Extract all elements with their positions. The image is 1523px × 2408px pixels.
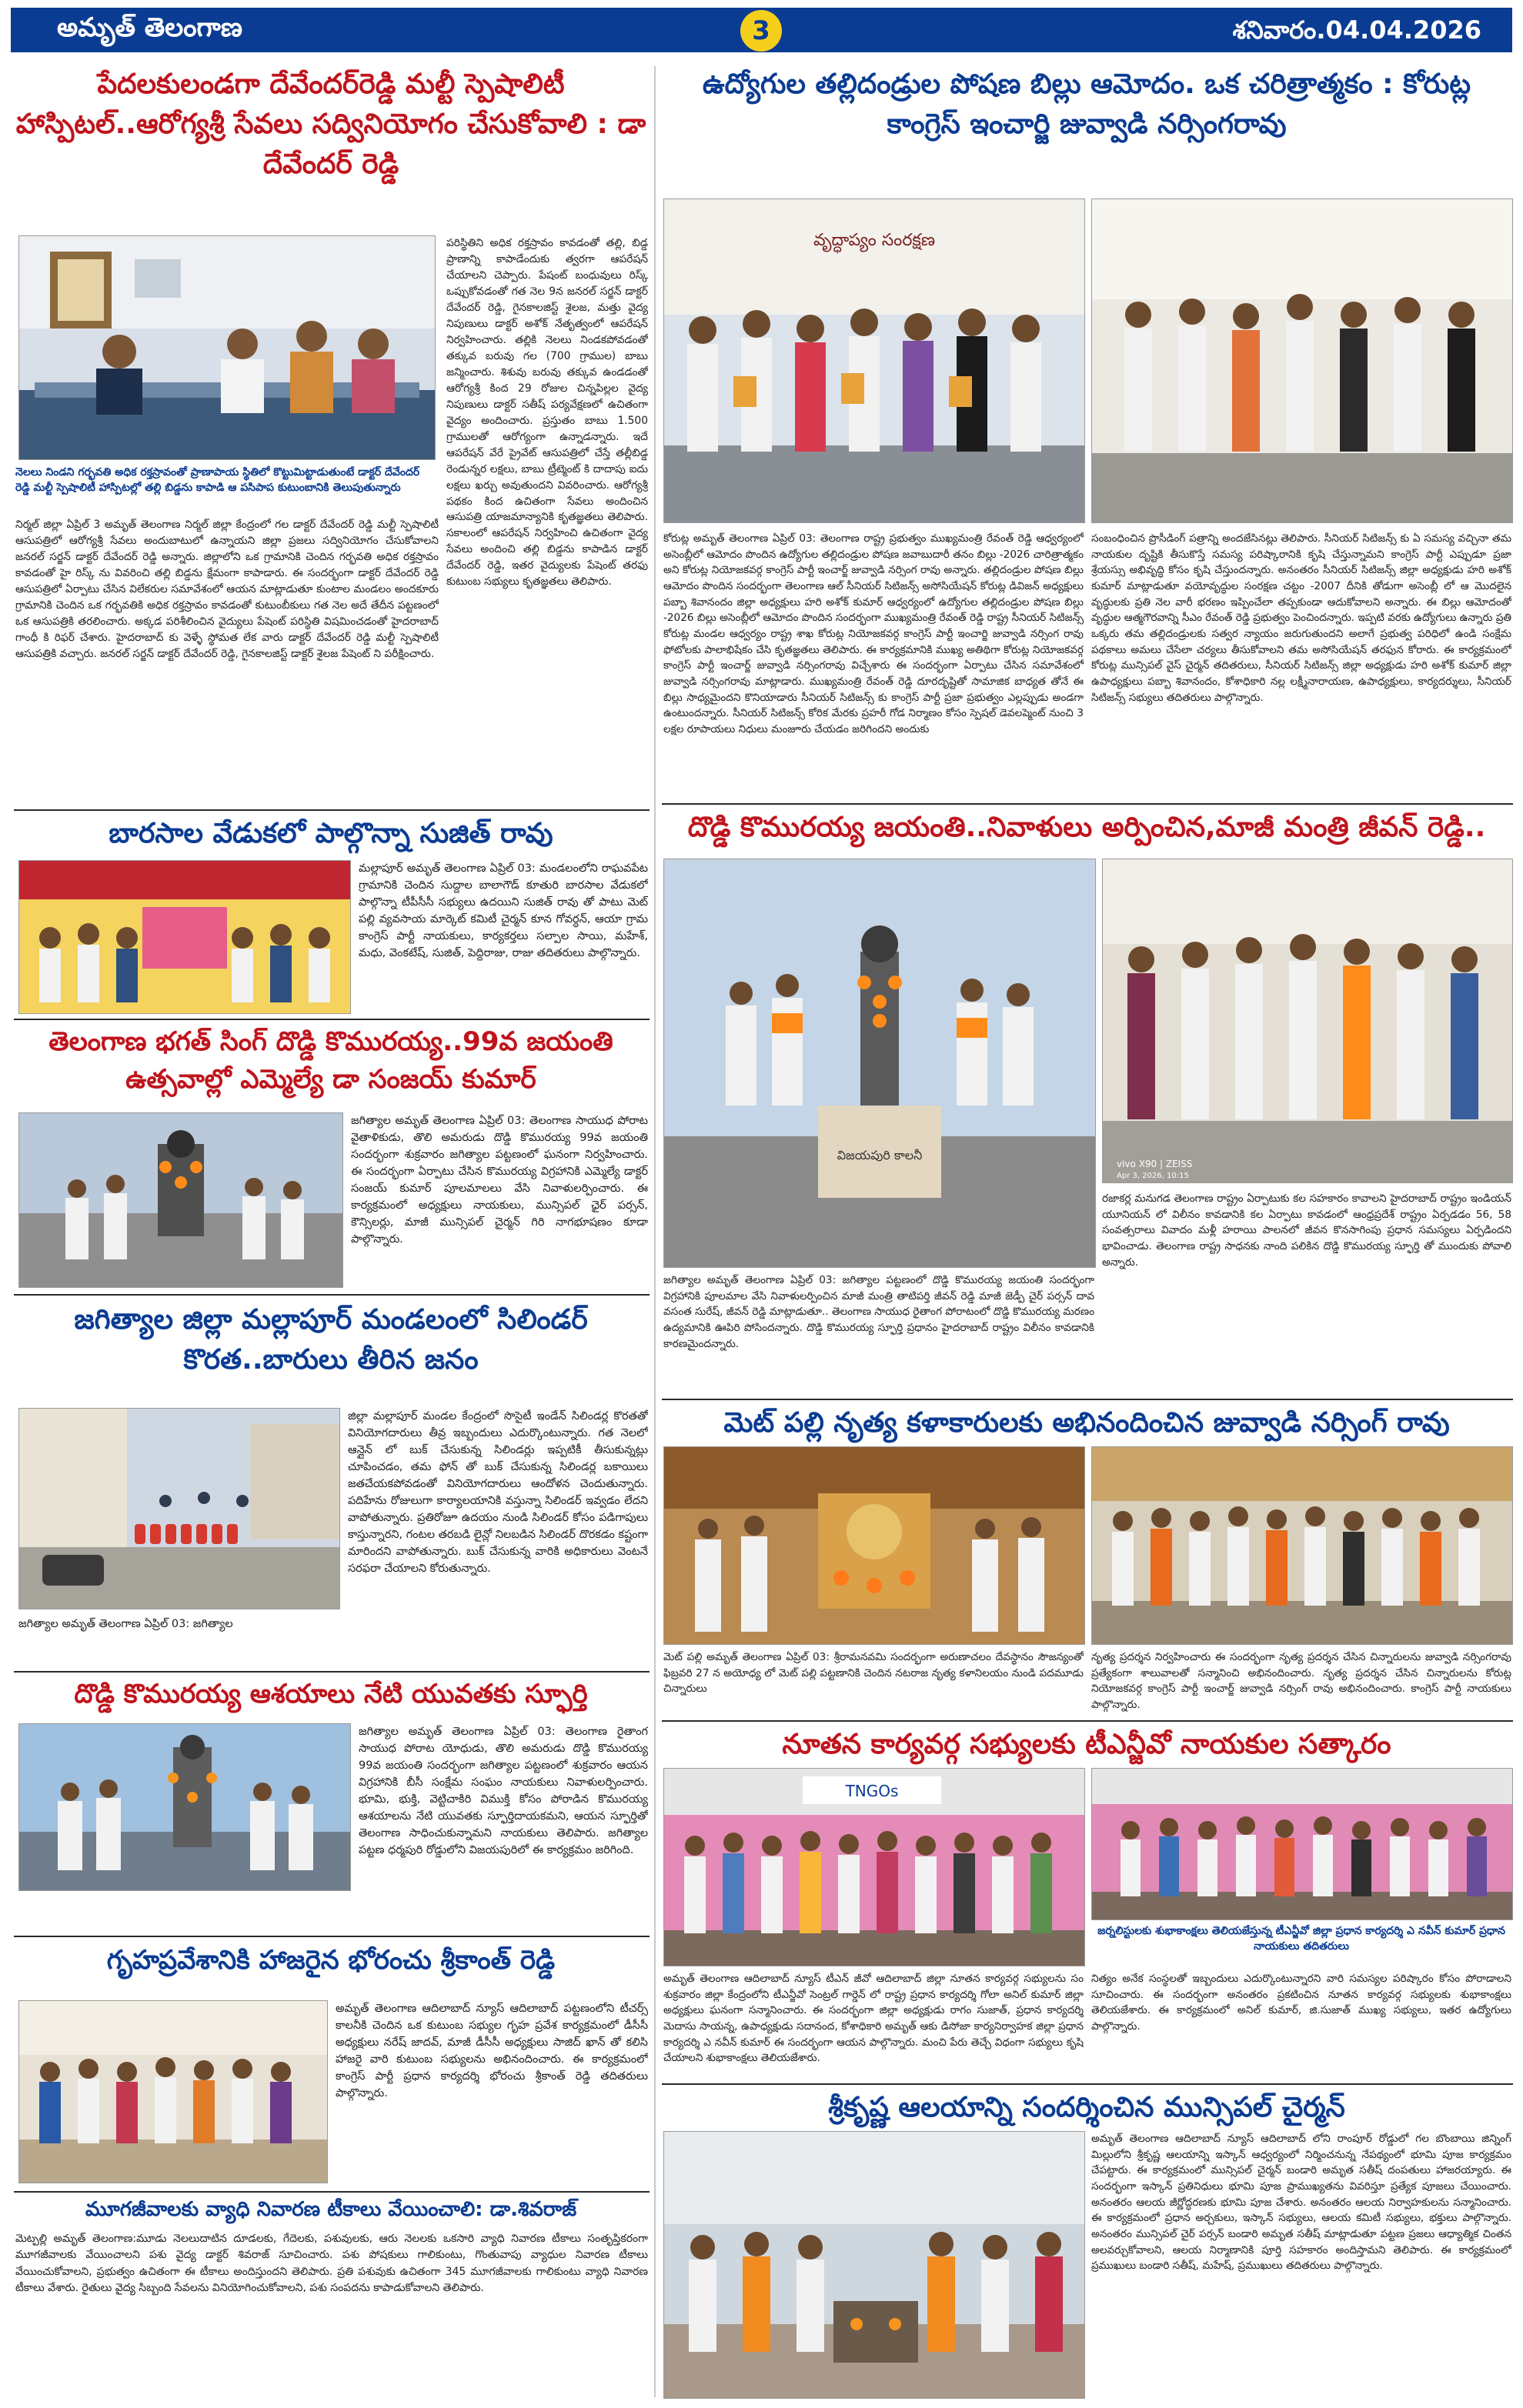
barasala-photo [18,860,351,1014]
krishna-temple-photo-illustration [664,2132,1084,2398]
cylinder-photo-caption: జగిత్యాల అమృత్ తెలంగాణ ఏప్రిల్ 03: జగిత్యాల [18,1618,233,1630]
tngo-banner-text: TNGOs [845,1782,899,1800]
tngo-photo-right-illustration [1092,1769,1512,1919]
jeevan-statue-photo [663,859,1096,1268]
tngo-photo-left-illustration [664,1769,1084,1966]
dance-caption-left: మెట్ పల్లి అమృత్ తెలంగాణ ఏప్రిల్ 03: శ్రీరామనవమి సందర్భంగా అరుణాచలం దేవస్థానం సౌజన్యంతో ఫిబ్రవరి 27 న అయోధ్య లో మెట్ పల్లి పట్టణానికి చెందిన నటరాజ నృత్య కళానిలయం నుండి పదమూడు చిన్నారులు [663,1651,1084,1696]
section-rule [662,2083,1513,2085]
cylinder-body: జిల్లా మల్లాపూర్ మండల కేంద్రంలో సొసైటీ ఇండేన్ సిలిండర్ల కొరతతో వినియోగదారులు తీవ్ర ఇబ్బందులు ఎదుర్కొంటున్నారు. గత నెలలో ఆన్లైన్ లో బుక్ చేసుకున్న సిలిండర్లు ఇప్పటికీ తీసుకున్నట్లు చూపించడం, తమ ఫోన్ తో బుక్ చేసుకున్న సిలిండర్ల బకాయిలు జతచేయకపోవడంతో వినియోగదారులు ఆందోళన చెందుతున్నారు. పదిహేను రోజులుగా కార్యాలయానికి వస్తున్నా సిలిండర్ ఇవ్వడం లేదని వాపోతున్నారు. ప్రతిరోజూ ఉదయం నుండి సిలిండర్ కోసం పడిగాపులు కాస్తున్నారని, గంటల తరబడి లైన్లో నిలబడిన సిలిండర్ దొరకడం కష్టంగా మారిందని వాపోతున్నారు. బుక్ చేసుకున్న వారికి అధికారులు వెంటనే సరఫరా చేయాలని కోరుతున్నారు. [348,1410,648,1576]
dance-group-photo [1091,1446,1513,1645]
barasala-photo-illustration [19,861,350,1013]
tngo-body-left: అమృత్ తెలంగాణ ఆదిలాబాద్ న్యూస్ టీఎన్ జీవో ఆదిలాబాద్ జిల్లా నూతన కార్యవర్గ సభ్యులను సం శుక్రవారం జిల్లా కేంద్రంలోని టీఎన్జీవో సెంట్రల్ గార్డెన్ లో రాష్ట్ర ప్రధాన కార్యదర్శి గోలా అనిల్ కుమార్ జిల్లా అధ్యక్షులు ఘనంగా సన్మానించారు. ఈ సందర్భంగా జిల్లా అధ్యక్షుడు రాగం సుజాత్, ప్రధాన కార్యదర్శి మెదాసు సాయన్న, ఉపాధ్యక్షుడు సదానంద, కోశాధికారి అమృత్ ఆకు డిసోజా కార్యనిర్వాహక జిల్లా ప్రధాన కార్యదర్శి ఎ నవీన్ కుమార్ ఈ సందర్భంగా ఆయన పాల్గొన్నారు. మంచి పేరు తెచ్చే విధంగా సభ్యులు కృషి చేయాలని శుభాకాంక్షలు తెలియజేశారు. [663,1973,1084,2065]
section-rule [662,1720,1513,1722]
cylinder-headline: జగిత్యాల జిల్లా మల్లాపూర్ మండలంలో సిలిండర్ కొరత..బారులు తీరిన జనం [74,1304,588,1376]
krishna-headline: శ్రీకృష్ణ ఆలయాన్ని సందర్శించిన మున్సిపల్ చైర్మన్ [828,2092,1345,2123]
camera-watermark: vivo X90 | ZEISS [1117,1159,1193,1169]
krishna-temple-photo [663,2131,1085,2399]
jeevan-group-photo-illustration [1103,859,1512,1182]
section-rule [14,809,650,811]
vaccine-body: మెట్పల్లి అమృత్ తెలంగాణ:మూడు నెలలుదాటిన దూడలకు, గేదెలకు, పశువులకు, ఆరు నెలలకు ఒకసారి వ్యాధి నివారణ టీకాలు సంతృప్తికరంగా మూగజీవాలకు వేయించాలని పశు వైద్య డాక్టర్ శివరాజ్ సూచించారు. పశు పోషకులు గాలికుంటు, గొంతువాపు వ్యాధుల నివారణ టీకాలు వేయించుకోవాలని, ప్రభుత్వం ఉచితంగా ఈ టీకాలు అందిస్తుందని తెలిపారు. ప్రతి పశువుకు ఉచితంగా 345 మూగజీవాలకు గాలికుంటు వ్యాధి నివారణ టీకాలు వేశారు. రైతులు వైద్య సిబ్బంది సేవలను వినియోగించుకోవాలని, పశు సంపదను కాపాడుకోవాలని తెలిపారు. [15,2233,648,2294]
pension-body-left: కోరుట్ల అమృత్ తెలంగాణ ఏప్రిల్ 03: తెలంగాణ రాష్ట్ర ప్రభుత్వం ముఖ్యమంత్రి రేవంత్ రెడ్డి ఆధ్వర్యంలో అసెంబ్లీలో ఆమోదం పొందిన ఉద్యోగుల తల్లిదండ్రుల పోషణ జవాబుదారీ తనం బిల్లు -2026 చారిత్రాత్మకం అని కోరుట్ల నియోజకవర్గ కాంగ్రెస్ పార్టీ ఇంచార్జ్ జువ్వాడి నర్సింగ రావు అన్నారు. తల్లిదండ్రుల పోషణ బిల్లు ఆమోదం పొందిన సందర్భంగా తెలంగాణ ఆల్ సీనియర్ సిటిజన్స్ అసోసియేషన్ కోరుట్ల డివిజన్ అధ్యక్షులు పబ్బా శివానందం జిల్లా అధ్యక్షులు హరి అశోక్ కుమార్ ఆధ్వర్యంలో ఉద్యోగుల తల్లిదండ్రుల పోషణ బిల్లు -2026 బిల్లు అసెంబ్లీలో ఆమోదం పొందిన సందర్భంగా ముఖ్యమంత్రి రేవంత్ రెడ్డి రాష్ట్ర సీనియర్ సిటిజన్స్ కోరుట్ల మండల ఆధ్వర్యం రాష్ట్ర శాఖ కోరుట్ల నియోజకవర్గ కాంగ్రెస్ పార్టీ ఇంచార్జి జువ్వాడి నర్సింగ రావు ఫోటోలకు పాలాభిషేకం చేసి కృతజ్ఞతలు తెలిపారు. ఈ కార్యక్రమానికి ముఖ్య అతిథిగా కోరుట్ల నియోజకవర్గ కాంగ్రెస్ పార్టీ ఇంచార్జ్ జువ్వాడి నర్సింగరావు విచ్చేశారు ఈ సందర్భంగా ఏర్పాటు చేసిన సమావేశంలో జువ్వాడి నర్సింగరావు మాట్లాడారు. ముఖ్యమంత్రి రేవంత్ రెడ్డి దూరదృష్టితో సామాజిక బాధ్యత తోనే ఈ బిల్లు సాధ్యమైందని కొనియాడారు సీనియర్ సిటిజన్స్ కు కాంగ్రెస్ పార్టీ ప్రజా ప్రభుత్వం ఎల్లప్పుడు అండగా ఉంటుందన్నారు. సీనియర్ సిటిజన్స్ కోరిక మేరకు ప్రహరీ గోడ నిర్మాణం కోసం స్పెషల్ డెవలప్మెంట్ నుంచి 3 లక్షల రూపాయలు నిధులు మంజూరు చేయడం జరిగిందని అందుకు [663,532,1084,735]
masthead [11,8,1512,52]
pension-photo-left [663,198,1085,523]
krishna-body: అమృత్ తెలంగాణ ఆదిలాబాద్ న్యూస్ ఆదిలాబాద్ లోని రాంపూర్ రోడ్డులో గల బొంబాయి జిన్నింగ్ మిల్లులోని శ్రీకృష్ణ ఆలయాన్ని ఇస్కాన్ ఆధ్వర్యంలో నిర్మించనున్న నేపథ్యంలో భూమి పూజ కార్యక్రమం చేపట్టారు. ఈ కార్యక్రమంలో మున్సిపల్ చైర్మన్ బండారి అమృత సతీష్ దంపతులు హాజరయ్యారు. ఈ సందర్భంగా ఇస్కాన్ ప్రతినిధులు భూమి పూజ ప్రాముఖ్యతను వివరిస్తూ ప్రత్యేక పూజలు చేయించారు. అనంతరం ఆలయ జీర్ణోద్ధరణకు భూమి పూజ చేశారు. అనంతరం ఆలయ నిర్వాహకులను సన్మానించారు. ఈ కార్యక్రమంలో ప్రధాన అర్చకులు, ఇస్కాన్ సభ్యులు, ఆలయ కమిటీ సభ్యులు, భక్తులు పాల్గొన్నారు. అనంతరం మున్సిపల్ చైర్ పర్సన్ బండారి అమృత సతీష్ మాట్లాడుతూ పట్టణ ప్రజలు ఆధ్యాత్మిక చింతన అలవర్చుకోవాలని, ఆలయ నిర్మాణానికి పూర్తి సహకారం అందిస్తామని తెలిపారు. ఈ కార్యక్రమంలో ప్రముఖులు బండారి సతీష్, మహేష్, ప్రముఖులు తదితరులు పాల్గొన్నారు. [1091,2133,1511,2273]
tngo-headline: నూతన కార్యవర్గ సభ్యులకు టీఎన్జీవో నాయకుల సత్కారం [782,1729,1391,1760]
tngo-photo-right [1091,1768,1513,1920]
issue-date: శనివారం.04.04.2026 [1232,15,1481,45]
cylinder-photo-illustration [19,1409,339,1609]
komuraiah-youth-photo-illustration [19,1724,350,1890]
jeevan-group-photo [1102,859,1513,1183]
dance-group-photo-illustration [1092,1447,1512,1644]
tngo-body-right: నిత్యం అనేక సంస్థలతో ఇబ్బందులు ఎదుర్కొంటున్నారని వారి సమస్యల పరిష్కారం కోసం పోరాడాలని సూచించారు. ఈ సందర్భంగా అనంతరం ప్రకటించిన నూతన కార్యవర్గ సభ్యులకు శుభాకాంక్షలు తెలియజేశారు. ఈ కార్యక్రమంలో అనిల్ కుమార్, జి.సుజాత్ ముఖ్య సభ్యులు, ఇతర ఉద్యోగులు పాల్గొన్నారు. [1091,1973,1511,2033]
pension-headline: ఉద్యోగుల తల్లిదండ్రుల పోషణ బిల్లు ఆమోదం. ఒక చరిత్రాత్మకం : కోరుట్ల కాంగ్రెస్ ఇంచార్జి జువ్వాడి నర్సింగరావు [702,68,1471,141]
housewarming-headline: గృహప్రవేశానికి హాజరైన భోరంచు శ్రీకాంత్ రెడ్డి [106,1945,556,1976]
cylinder-queue-photo [18,1408,340,1609]
column-divider [654,66,656,2397]
section-rule [14,1294,650,1296]
bhagat-mla-photo [18,1112,343,1288]
barasala-headline: బారసాల వేడుకలో పాల్గొన్నా సుజిత్ రావు [109,818,553,849]
section-rule [662,1399,1513,1400]
jeevan-caption-right: రజాకర్ల మనుగడ తెలంగాణ రాష్ట్రం ఏర్పాటుకు కల సహకారం కావాలని హైదరాబాద్ రాష్ట్రం ఇండియన్ యూనియన్ లో విలీనం కావడానికి కల ఏర్పాటు కావడంలో ఆంధ్రప్రదేశ్ రాష్ట్రం ఏర్పడడం 56, 58 సంవత్సరాలు వివాదం మళ్లీ హరాయి పాలనలో జీవన కొనసాగింపు ప్రధాన సమస్యలు ఏర్పడిందని భావించాడు. తెలంగాణ రాష్ట్ర సాధనకు నాంది పలికిన దొడ్డి కొమురయ్య స్ఫూర్తి తో ముందుకు పోవాలి అన్నారు. [1102,1192,1511,1269]
bhagat-body: జగిత్యాల అమృత్ తెలంగాణ ఏప్రిల్ 03: తెలంగాణ సాయుధ పోరాట వైతాళికుడు, తొలి అమరుడు దొడ్డి కొమురయ్య 99వ జయంతి సందర్భంగా శుక్రవారం జగిత్యాల పట్టణంలో ఘనంగా నిర్వహించారు. ఈ సందర్భంగా ఏర్పాటు చేసిన కొమురయ్య విగ్రహానికి ఎమ్మెల్యే డాక్టర్ సంజయ్ కుమార్ పూలమాలలు వేసి నివాళులర్పించారు. ఈ కార్యక్రమంలో అధ్యక్షులు నాయకులు, మున్సిపల్ ఛైర్ పర్సన్, కౌన్సిలర్లు, మాజీ మున్సిపల్ చైర్మన్ గిరి నాగభూషణం కూడా పాల్గొన్నారు. [351,1115,648,1246]
bhagat-photo-illustration [19,1113,342,1287]
statue-plate-text: విజయపురి కాలనీ [837,1148,923,1162]
jeevan-caption-left: జగిత్యాల అమృత్ తెలంగాణ ఏప్రిల్ 03: జగిత్యాల పట్టణంలో దొడ్డి కొమురయ్య జయంతి సందర్భంగా విగ్రహానికి పూలమాల వేసి నివాళులర్పించిన మాజీ మంత్రి తాటిపర్తి జీవన్ రెడ్డి మాజీ జెడ్పీ చైర్ పర్సన్ దావ వసంత సురేష్, జీవన్ రెడ్డి మాట్లాడుతూ.. తెలంగాణ సాయుధ రైతాంగ పోరాటంలో దొడ్డి కొమురయ్య మరణం ఉద్యమానికి ఊపిరి పోసిందన్నారు. దొడ్డి కొమురయ్య స్ఫూర్తి ప్రధానం హైదరాబాద్ రాష్ట్రం విలీనం కావడానికి కారణమైందన్నారు. [663,1274,1094,1350]
pension-banner-text: వృద్ధాప్యం సంరక్షణ [813,231,936,250]
pension-body-right: సంబంధించిన ప్రొసీడింగ్ పత్రాన్ని అందజేసినట్లు తెలిపారు. సీనియర్ సిటిజన్స్ కు ఏ సమస్య వచ్చినా తమ నాయకుల దృష్టికి తీసుకొస్తే సమస్య పరిష్కారానికి కృషి చేస్తున్నామని కాంగ్రెస్ పార్టీ ఎప్పుడూ ప్రజా శ్రేయస్సు అభివృద్ధి కోసం కృషి చేస్తుందన్నారు. అనంతరం సీనియర్ సిటిజన్స్ జిల్లా అధ్యక్షుడు హరి అశోక్ కుమార్ మాట్లాడుతూ వయోవృద్ధుల సంరక్షణ చట్టం -2007 దీనికి తోడుగా అసెంబ్లీ లో ఆ మొదలైన వృద్ధులకు ప్రతి నెల వారీ భరణం ఇప్పించేలా తప్పకుండా ఆదుకోవాలని అన్నారు. ఈ బిల్లు ఆమోదంతో వృద్ధుల ఆత్మగౌరవాన్ని సీఎం రేవంత్ రెడ్డి ప్రభుత్వం పెంచిందన్నారు. ఇప్పటి వరకు ఉద్యోగులు ఉన్నారు ప్రతి ఒక్కరు తమ తల్లిదండ్రులకు సత్వర న్యాయం జరుగుతుందని అలాగే ప్రభుత్వ పరిధిలో ఉండి సంక్షేమ పథకాలు అమలు చేసేలా చర్యలు తీసుకోవాలని తమ అసోసియేషన్ తరఫున కోరారు. ఈ కార్యక్రమంలో కోరుట్ల మున్సిపల్ వైస్ చైర్మన్ తదితరులు, సీనియర్ సిటిజన్స్ జిల్లా అధ్యక్షుడు హరి అశోక్ కుమార్ జిల్లా ఉపాధ్యక్షులు పబ్బా శివానందం, కోశాధికారి నల్ల లక్ష్మీనారాయణ, ఉపాధ్యక్షులు, కార్యదర్శులు, సీనియర్ సిటిజన్స్ సభ్యులు తదితరులు పాల్గొన్నారు. [1091,532,1511,704]
hospital-photo-illustration [19,236,435,459]
photo-timestamp: Apr 3, 2026, 10:15 [1117,1172,1189,1180]
komuraiah-youth-headline: దొడ్డి కొమురయ్య ఆశయాలు నేటి యువతకు స్ఫూర్తి [74,1679,588,1709]
dance-headline: మెట్ పల్లి నృత్య కళాకారులకు అభినందించిన జువ్వాడి నర్సింగ్ రావు [723,1407,1450,1439]
jeevan-statue-photo-illustration [664,859,1095,1267]
housewarming-photo-illustration [19,2001,327,2183]
komuraiah-youth-photo [18,1723,351,1891]
tngo-photo-caption: జర్నలిస్టులకు శుభాకాంక్షలు తెలియజేస్తున్న టీఎన్జీవో జిల్లా ప్రధాన కార్యదర్శి ఎ నవీన్ కుమార్ ప్రధాన నాయకులు తదితరులు [1097,1925,1505,1953]
pension-photo-right [1091,198,1513,523]
section-rule [662,803,1513,805]
hospital-doctor-photo [18,235,436,460]
page-number-badge: 3 [740,10,782,52]
section-rule [14,2191,650,2193]
dance-caption-right: నృత్య ప్రదర్శన నిర్వహించారు ఈ సందర్భంగా నృత్య ప్రదర్శన చేసిన చిన్నారులను జువ్వాడి నర్సింగరావు ప్రత్యేకంగా శాలువాలతో సన్మానించి అభినందించారు. నృత్య ప్రదర్శన చేసిన చిన్నారులను కోరుట్ల నియోజకవర్గ కాంగ్రెస్ పార్టీ ఇంచార్జ్ జువ్వాడి నర్సింగ్ రావు అభినందించారు. కాంగ్రెస్ పార్టీ నాయకులు పాల్గొన్నారు. [1091,1651,1511,1711]
pension-photo-left-illustration [664,199,1084,522]
jeevan-headline: దొడ్డి కొమురయ్య జయంతి..నివాళులు అర్పించిన,మాజీ మంత్రి జీవన్ రెడ్డి.. [687,812,1486,843]
housewarming-body: అమృత్ తెలంగాణ ఆదిలాబాద్ న్యూస్ ఆదిలాబాద్ పట్టణంలోని టీచర్స్ కాలనీకి చెందిన ఒక కుటుంబ సభ్యుల గృహ ప్రవేశ కార్యక్రమంలో డీసీసీ అధ్యక్షులు నరేష్ జాదవ్, మాజీ డీసీసీ అధ్యక్షులు సాజిద్ ఖాన్ తో కలిసి హాజరై వారి కుటుంబ సభ్యులను అభినందించారు. ఈ కార్యక్రమంలో కాంగ్రెస్ పార్టీ ప్రధాన కార్యదర్శి భోరంచు శ్రీకాంత్ రెడ్డి తదితరులు పాల్గొన్నారు. [336,2003,648,2100]
devender-photo-caption: నెలలు నిండని గర్భవతి అధిక రక్తస్రావంతో ప్రాణాపాయ స్థితిలో కొట్టుమిట్టాడుతుంటే డాక్టర్ దేవేందర్ రెడ్డి మల్టీ స్పెషాలిటీ హాస్పిటల్లో తల్లి బిడ్డను కాపాడి ఆ పసిపాప కుటుంబానికి తెలుపుతున్నారు [15,466,420,495]
devender-body-right: పరిస్థితిని అధిక రక్తస్రావం కావడంతో తల్లి, బిడ్డ ప్రాణాన్ని కాపాడేందుకు త్వరగా ఆపరేషన్ చేయాలని చెప్పారు. పేషంట్ బంధువులు రిస్క్ ఒప్పుకోవడంతో గత నెల 9న జనరల్ సర్జన్ డాక్టర్ దేవేందర్ రెడ్డి, గైనకాలజిస్ట్ శైలజ, మత్తు వైద్య నిపుణులు డాక్టర్ అశోక్ నేతృత్వంలో ఆపరేషన్ నిర్వహించారు. తల్లికి నెలలు నిండకపోవడంతో తక్కువ బరువు గల (700 గ్రాముల) బాబు జన్మించారు. శిశువు బరువు తక్కువ ఉండడంతో ఆరోగ్యశ్రీ కింద 29 రోజుల చిన్నపిల్లల వైద్య నిపుణులు డాక్టర్ సతీష్ పర్యవేక్షణలో ఉచితంగా వైద్యం అందించారు. ప్రస్తుతం బాబు 1.500 గ్రాములతో ఆరోగ్యంగా ఉన్నాడన్నారు. ఇదే ఆపరేషన్ వేరే ప్రైవేట్ ఆసుపత్రిలో చేస్తే తల్లీబిడ్డ రెండున్నర లక్షలు, బాబు ట్రీట్మెంట్ కి దాదాపు ఐదు లక్షలు ఖర్చు అవుతుందని వివరించారు. ఆరోగ్యశ్రీ పథకం కింద ఉచితంగా సేవలు అందించిన ఆసుపత్రి యాజమాన్యానికి కృతజ్ఞతలు తెలిపారు. సకాలంలో ఆపరేషన్ నిర్వహించి ఉచితంగా వైద్య సేవలు అందించి తల్లి బిడ్డను కాపాడిన డాక్టర్ దేవేందర్ రెడ్డి, ఇతర వైద్యులకు పేషెంట్ తరఫు కుటుంబ సభ్యులు కృతజ్ఞతలు తెలిపారు. [446,237,648,589]
devender-body-bottom: నిర్మల్ జిల్లా ఏప్రిల్ 3 అమృత్ తెలంగాణ నిర్మల్ జిల్లా కేంద్రంలో గల డాక్టర్ దేవేందర్ రెడ్డి మల్టీ స్పెషాలిటీ ఆసుపత్రిలో ఆరోగ్యశ్రీ సేవలు అందుబాటులో ఉన్నాయని జిల్లా ప్రజలు సద్వినియోగం చేసుకోవాలని జనరల్ సర్జన్ డాక్టర్ దేవేందర్ రెడ్డి అన్నారు. జిల్లాలోని ఒక గ్రామానికి చెందిన గర్భవతి అధిక రక్తస్రావం కావడంతో హై రిస్క్ ను వివరించి తల్లి బిడ్డను క్షేమంగా కాపాడారు. ఈ సందర్భంగా డాక్టర్ దేవేందర్ రెడ్డి ఆసుపత్రిలో ఏర్పాటు చేసిన విలేకరుల సమావేశంలో ఆయన మాట్లాడుతూ కుంటాల మండలం అందకూరు గ్రామానికి చెందిన ఒక గర్భవతికి అధిక రక్తస్రావం కావడంతో కుటుంబీకులు గత నెల అదే తేదీన పట్టణంలో ఒక ఆసుపత్రికి తరలించారు. అక్కడ పరిశీలించిన వైద్యులు పేషెంట్ పరిస్థితి విషమించడంతో హైదరాబాద్ గాంధీ కి రిఫర్ చేశారు. హైదరాబాద్ కు వెళ్ళే స్థోమత లేక వారు డాక్టర్ దేవేందర్ రెడ్డి మల్టీ స్పెషాలిటీ ఆసుపత్రికి వచ్చారు. జనరల్ సర్జన్ డాక్టర్ దేవేందర్ రెడ్డి, గైనకాలజిస్ట్ డాక్టర్ శైలజ పేషెంట్ ని పరీక్షించారు. [15,519,439,660]
dance-temple-photo [663,1446,1085,1645]
komuraiah-youth-body: జగిత్యాల అమృత్ తెలంగాణ ఏప్రిల్ 03: తెలంగాణ రైతాంగ సాయుధ పోరాట యోధుడు, తొలి అమరుడు దొడ్డి కొమురయ్య 99వ జయంతి సందర్భంగా జగిత్యాల పట్టణంలో శుక్రవారం ఆయన విగ్రహానికి బీసీ సంక్షేమ సంఘం నాయకులు నివాళులర్పించారు. భూమి, భుక్తి, వెట్టిచాకిరి విముక్తి కోసం పోరాడిన కొమురయ్య ఆశయాలను నేటి యువతకు స్ఫూర్తిదాయకమని, ఆయన స్ఫూర్తితో తెలంగాణ సాధించుకున్నామని నాయకులు తెలిపారు. జగిత్యాల పట్టణ ధర్మపురి రోడ్డులోని విజయపురిలో ఈ కార్యక్రమం జరిగింది. [359,1726,648,1857]
bhagat-headline: తెలంగాణ భగత్ సింగ్ దొడ్డి కొమురయ్య..99వ జయంతి ఉత్సవాల్లో ఎమ్మెల్యే డా సంజయ్ కుమార్ [48,1026,613,1096]
pension-photo-right-illustration [1092,199,1512,522]
devender-headline: పేదలకులండగా దేవేందర్‌రెడ్డి మల్టీ స్పెషాలిటీ హాస్పిటల్..ఆరోగ్యశ్రీ సేవలు సద్వినియోగం చేసుకోవాలి : డా దేవేందర్ రెడ్డి [15,68,646,181]
newspaper-title: అమృత్ తెలంగాణ [57,12,242,43]
vaccine-headline: మూగజీవాలకు వ్యాధి నివారణ టీకాలు వేయించాలి: డా.శివరాజ్ [85,2198,577,2221]
housewarming-photo [18,2000,328,2183]
barasala-body: మల్లాపూర్ అమృత్ తెలంగాణ ఏప్రిల్ 03: మండలంలోని రాఘవపేట గ్రామానికి చెందిన సుద్దాల బాలాగౌడ్ కూతురి బారసాల వేడుకలో పాల్గొన్నా టీపీసీసీ సభ్యులు ఉదయిని సుజిత్ రావు తో పాటు మెట్ పల్లి వ్యవసాయ మార్కెట్ కమిటీ చైర్మన్ కూన గోవర్ధన్, ఆయా గ్రామ కాంగ్రెస్ పార్టీ నాయకులు, కార్యకర్తలు సల్పాల సాయి, మహేశ్, మధు, వెంకటేష్, సుజిత్, పెద్దిరాజు, రాజు తదితరులు పాల్గొన్నారు. [359,862,648,960]
tngo-photo-left [663,1768,1085,1966]
dance-temple-photo-illustration [664,1447,1084,1644]
section-rule [14,1936,650,1937]
section-rule [14,1671,650,1673]
section-rule [14,1019,650,1020]
